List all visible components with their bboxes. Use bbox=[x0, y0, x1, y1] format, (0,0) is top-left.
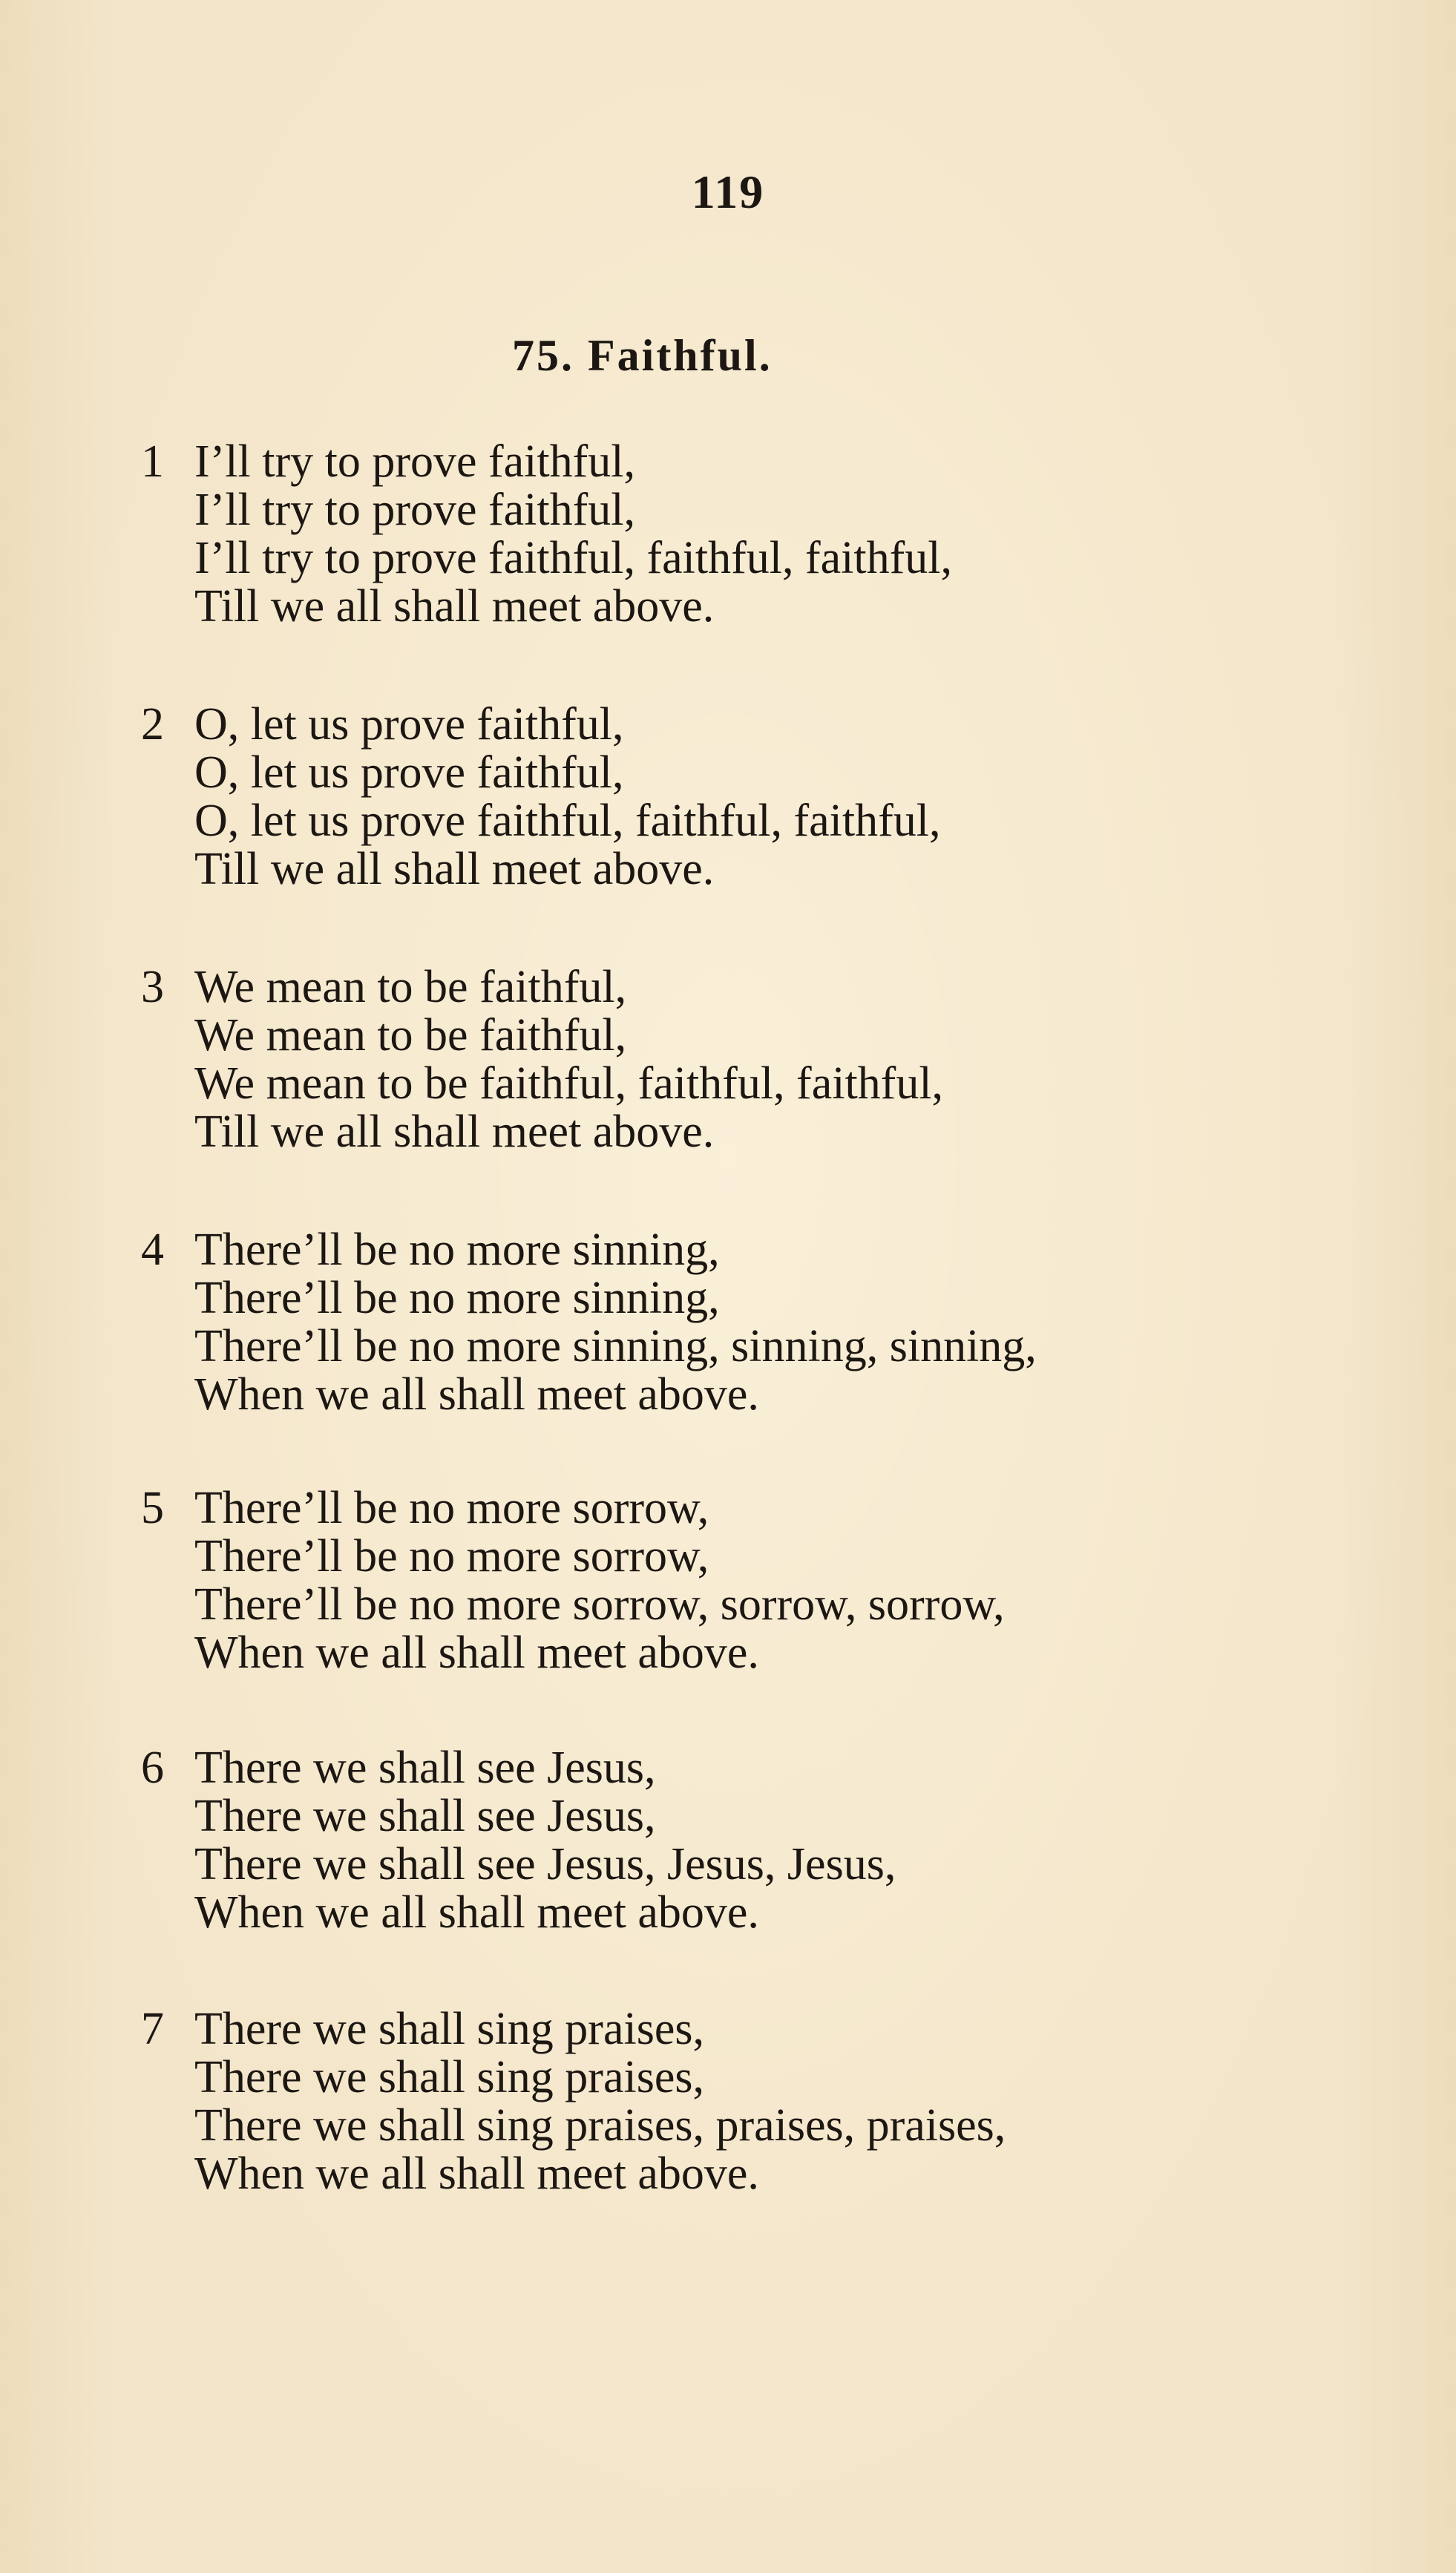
verse-line: When we all shall meet above. bbox=[194, 1628, 759, 1678]
verse-line: There’ll be no more sorrow, sorrow, sorrow, bbox=[194, 1579, 1005, 1630]
verse-line: Till we all shall meet above. bbox=[194, 1107, 715, 1157]
verse-number: 7 bbox=[141, 2004, 164, 2054]
verse-line: We mean to be faithful, bbox=[194, 962, 627, 1012]
verse-line: I’ll try to prove faithful, faithful, faithful, bbox=[194, 533, 952, 583]
verse-line: When we all shall meet above. bbox=[194, 2148, 759, 2199]
verse-lines bbox=[194, 1744, 896, 1937]
verse-line: There we shall see Jesus, bbox=[194, 1791, 656, 1841]
verse-line: There’ll be no more sinning, sinning, sinning, bbox=[194, 1321, 1037, 1371]
verse-lines bbox=[194, 1226, 1037, 1419]
verse-line: There we shall see Jesus, bbox=[194, 1743, 656, 1793]
verse-line: There’ll be no more sorrow, bbox=[194, 1483, 709, 1533]
verse-line: O, let us prove faithful, bbox=[194, 747, 624, 798]
verse-lines bbox=[194, 963, 943, 1156]
verse-line: I’ll try to prove faithful, bbox=[194, 485, 635, 535]
verse-lines bbox=[194, 701, 941, 894]
verse-lines bbox=[194, 438, 952, 631]
verse-line: There’ll be no more sorrow, bbox=[194, 1531, 709, 1582]
verse-lines bbox=[194, 2005, 1006, 2198]
verse-line: There we shall see Jesus, Jesus, Jesus, bbox=[194, 1839, 896, 1889]
verse-line: There we shall sing praises, bbox=[194, 2004, 704, 2054]
hymn-title: 75. Faithful. bbox=[512, 331, 773, 380]
verse-number: 2 bbox=[141, 699, 164, 750]
verse-line: We mean to be faithful, faithful, faithful, bbox=[194, 1058, 944, 1109]
page-number: 119 bbox=[691, 165, 765, 218]
verse-line: Till we all shall meet above. bbox=[194, 581, 715, 632]
verse-line: There’ll be no more sinning, bbox=[194, 1273, 720, 1323]
verse-line: We mean to be faithful, bbox=[194, 1010, 627, 1061]
verse-line: Till we all shall meet above. bbox=[194, 844, 715, 894]
verse-lines bbox=[194, 1484, 1005, 1677]
verse-line: There we shall sing praises, praises, praises, bbox=[194, 2100, 1006, 2151]
verse-number: 4 bbox=[141, 1225, 164, 1275]
verse-number: 1 bbox=[141, 436, 164, 487]
verse-number: 3 bbox=[141, 962, 164, 1012]
verse-number: 6 bbox=[141, 1743, 164, 1793]
verse-line: O, let us prove faithful, faithful, faithful, bbox=[194, 796, 941, 846]
verse-line: There we shall sing praises, bbox=[194, 2052, 704, 2102]
verse-line: There’ll be no more sinning, bbox=[194, 1225, 720, 1275]
verse-number: 5 bbox=[141, 1483, 164, 1533]
verse-line: O, let us prove faithful, bbox=[194, 699, 624, 750]
verse-line: When we all shall meet above. bbox=[194, 1369, 759, 1420]
verse-line: I’ll try to prove faithful, bbox=[194, 436, 635, 487]
verse-line: When we all shall meet above. bbox=[194, 1887, 759, 1938]
